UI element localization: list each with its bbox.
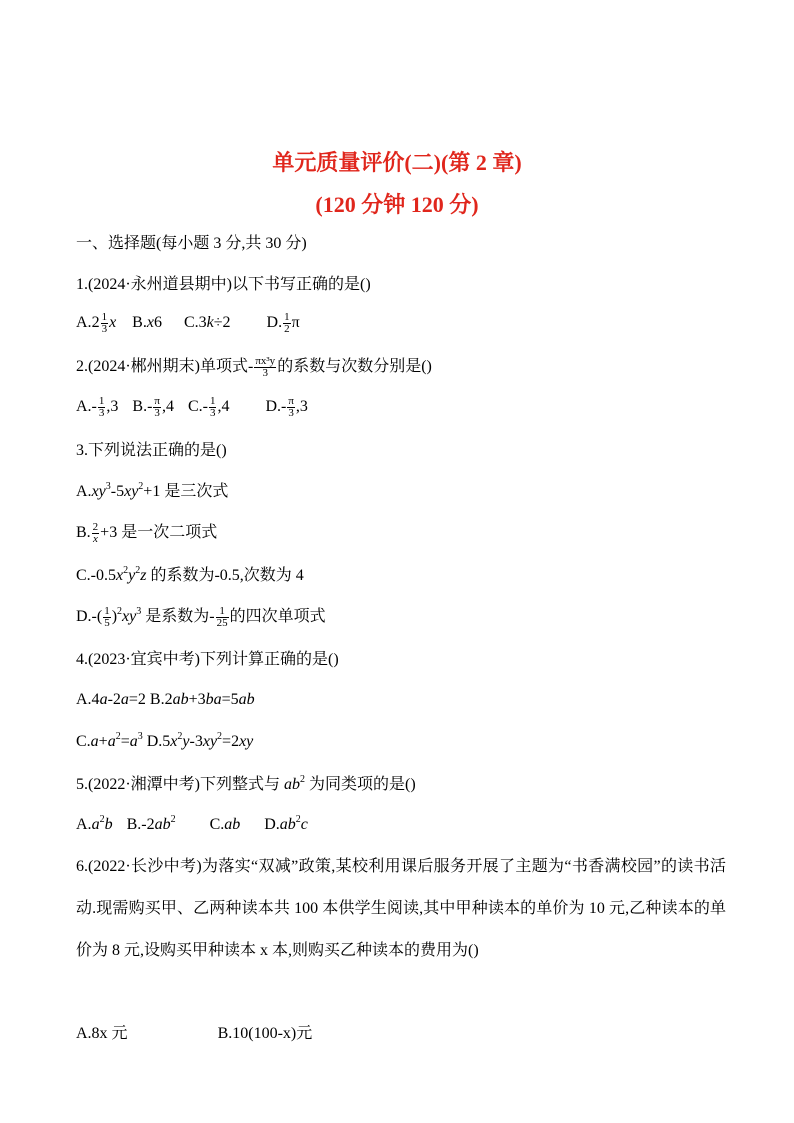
q4-options-line2: $C.a+a^2=a^3$ $D.5x^2y-3xy^2=2xy$ [76, 731, 254, 750]
q6-option-b: B.10(100-x)元 [217, 1025, 313, 1042]
q4-stem: 4.(2023·宜宾中考)下列计算正确的是() [76, 651, 339, 668]
q1-options [76, 312, 300, 335]
q5-option-b: $B.-2ab^2$ [126, 814, 176, 833]
q6-text: 6.(2022·长沙中考)为落实“双减”政策,某校利用课后服务开展了主题为“书香满校园”的读书活动.现需购买甲、乙两种读本共 100 本供学生阅读,其中甲种读本的单价为 10 元,乙种读本的单价为 8 元,设购买甲种读本 x 本,则购买乙种读本的费用为() [76, 858, 726, 959]
q5-stem: 5.(2022·湘潭中考)下列整式与 $ab^2$ 为同类项的是() [76, 774, 416, 793]
q3-option-b: B. $\frac{2}{x}$ +3 是一次二项式 [76, 521, 218, 545]
q2-option-c: C.- $\frac{1}{3}$ ,4 [187, 395, 230, 419]
q5-option-d: $D.ab^2c$ [264, 814, 308, 833]
page-subtitle: (120 分钟 120 分) [315, 192, 479, 217]
section-heading: 一、选择题(每小题 3 分,共 30 分) [76, 235, 307, 252]
q3-option-a: $A.xy^3-5xy^2+1$ 是三次式 [76, 481, 229, 500]
q5-option-a: $A.a^2b$ [76, 814, 113, 833]
q4-options-line1: A.4a-2a=2 B.2ab+3ba=5ab [76, 691, 255, 708]
q5-options [76, 815, 308, 835]
q3-option-c: $C.-0.5x^2y^2z$ 的系数为-0.5,次数为 4 [76, 565, 304, 584]
q1-option-d: D. $\frac{1}{2}$ π [266, 311, 300, 335]
q6-option-a: A.8x 元 [76, 1025, 128, 1042]
q1-option-a: A.2 $\frac{1}{3}$ x [76, 311, 117, 335]
q2-options [76, 396, 308, 419]
q6-options [76, 1024, 312, 1044]
q3-option-d: D.-( $\frac{1}{5}$ )$^2xy^3$ 是系数为- $\frac{1}{25}$ 的四次单项式 [76, 605, 326, 629]
q2-stem: 2.(2024·郴州期末)单项式- $\frac{\text{πx³y}}{3}$ 的系数与次数分别是() [76, 355, 432, 379]
q2-option-d: D.- $\frac{\pi}{3}$ ,3 [265, 395, 308, 419]
q2-option-a: A.- $\frac{1}{3}$ ,3 [76, 395, 119, 419]
q1-stem: 1.(2024·永州道县期中)以下书写正确的是() [76, 276, 371, 293]
q2-option-b: B.- $\frac{\pi}{3}$ ,4 [132, 395, 174, 419]
page-title: 单元质量评价(二)(第 2 章) [272, 150, 522, 175]
q3-stem: 3.下列说法正确的是() [76, 442, 227, 459]
q1-option-c: C.3k÷2 [183, 314, 231, 332]
q5-option-c: C.ab [209, 816, 241, 833]
q1-option-b: B.x6 [132, 314, 162, 332]
